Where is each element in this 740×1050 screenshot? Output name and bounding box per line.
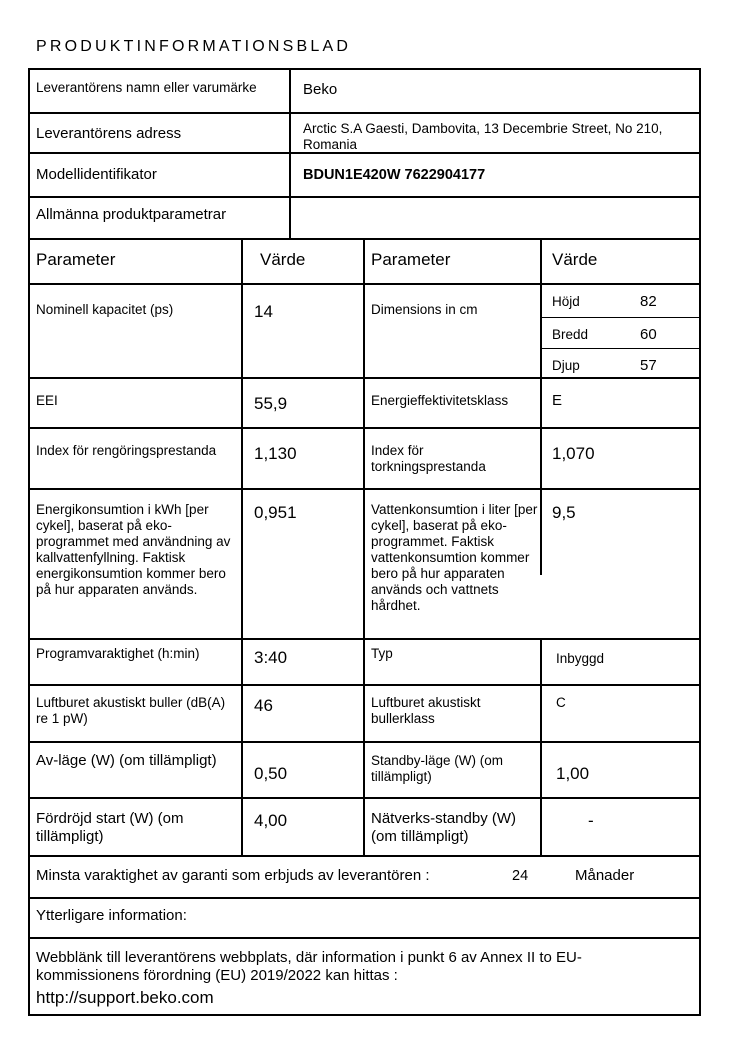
column-divider [540, 238, 542, 575]
capacity-label: Nominell kapacitet (ps) [36, 302, 174, 317]
warranty-label: Minsta varaktighet av garanti som erbjuds av leverantören : [36, 867, 430, 884]
program-duration-value: 3:40 [254, 648, 288, 667]
depth-value: 57 [640, 357, 657, 374]
drying-index-label: Index för torkningsprestanda [371, 443, 486, 474]
height-label: Höjd [552, 294, 580, 309]
additional-info-label: Ytterligare information: [36, 907, 187, 924]
type-value: Inbyggd [556, 651, 605, 666]
warranty-unit: Månader [575, 867, 635, 884]
column-divider [241, 238, 243, 857]
warranty-value: 24 [512, 868, 529, 884]
off-mode-label: Av-läge (W) (om tillämpligt) [36, 752, 217, 769]
table-border-top [28, 68, 701, 70]
dimensions-label: Dimensions in cm [371, 302, 478, 317]
eei-label: EEI [36, 393, 58, 408]
network-standby-value: - [588, 811, 594, 830]
capacity-value: 14 [254, 302, 273, 321]
noise-label: Luftburet akustiskt buller (dB(A) re 1 pW) [36, 695, 226, 726]
standby-value: 1,00 [556, 764, 590, 783]
sub-row-divider [541, 317, 701, 318]
table-border-bottom [28, 1014, 701, 1016]
row-divider [28, 196, 701, 198]
energy-consumption-label: Energikonsumtion i kWh [per cykel], baserat på eko-programmet med användning av kallvattenfyllning. Faktisk energikonsumtion kommer bero på hur apparaten används. [36, 502, 231, 597]
noise-class-label: Luftburet akustiskt bullerklass [371, 695, 481, 726]
column-divider [363, 238, 365, 857]
width-value: 60 [640, 326, 657, 343]
model-identifier-value: BDUN1E420W 7622904177 [303, 167, 486, 183]
sub-row-divider [541, 348, 701, 349]
energy-class-value: E [552, 392, 563, 409]
row-divider [28, 897, 701, 899]
eei-value: 55,9 [254, 394, 288, 413]
row-divider [28, 152, 701, 154]
program-duration-label: Programvaraktighet (h:min) [36, 646, 200, 661]
energy-class-label: Energieffektivitetsklass [371, 393, 509, 408]
page-title: PRODUKTINFORMATIONSBLAD [36, 38, 352, 55]
standby-label: Standby-läge (W) (om tillämpligt) [371, 753, 504, 784]
off-mode-value: 0,50 [254, 764, 288, 783]
depth-label: Djup [552, 358, 580, 373]
header-parameter-2: Parameter [371, 250, 451, 269]
water-consumption-value: 9,5 [552, 503, 576, 522]
column-divider [289, 68, 291, 240]
delay-start-value: 4,00 [254, 811, 288, 830]
drying-index-value: 1,070 [552, 444, 595, 463]
table-border-right [699, 68, 701, 1016]
general-parameters-label: Allmänna produktparametrar [36, 206, 227, 223]
width-label: Bredd [552, 327, 589, 342]
supplier-address-value: Arctic S.A Gaesti, Dambovita, 13 Decembrie Street, No 210, Romania [303, 121, 663, 151]
table-border-left [28, 68, 30, 1016]
delay-start-label: Fördröjd start (W) (om tillämpligt) [36, 810, 184, 845]
energy-consumption-value: 0,951 [254, 503, 297, 522]
height-value: 82 [640, 293, 657, 310]
supplier-name-value: Beko [303, 81, 338, 98]
model-identifier-label: Modellidentifikator [36, 166, 157, 183]
column-divider [540, 638, 542, 857]
water-consumption-label: Vattenkonsumtion i liter [per cykel], baserat på eko-programmet. Faktisk vattenkonsumtion kommer bero på hur apparaten används och vattnets hårdhet. [371, 502, 538, 613]
type-label: Typ [371, 646, 393, 661]
row-divider [28, 937, 701, 939]
header-parameter-1: Parameter [36, 250, 116, 269]
row-divider [28, 112, 701, 114]
header-value-2: Värde [552, 250, 598, 269]
supplier-address-label: Leverantörens adress [36, 125, 182, 142]
noise-class-value: C [556, 695, 566, 710]
network-standby-label: Nätverks-standby (W) (om tillämpligt) [371, 810, 517, 845]
header-value-1: Värde [260, 250, 306, 269]
support-url-link[interactable]: http://support.beko.com [36, 988, 214, 1007]
cleaning-index-value: 1,130 [254, 444, 297, 463]
cleaning-index-label: Index för rengöringsprestanda [36, 443, 217, 458]
weblink-text: Webblänk till leverantörens webbplats, där information i punkt 6 av Annex II to EU-kommissionens förordning (EU) 2019/2022 kan hittas : [36, 949, 582, 984]
supplier-name-label: Leverantörens namn eller varumärke [36, 80, 257, 95]
noise-value: 46 [254, 696, 273, 715]
